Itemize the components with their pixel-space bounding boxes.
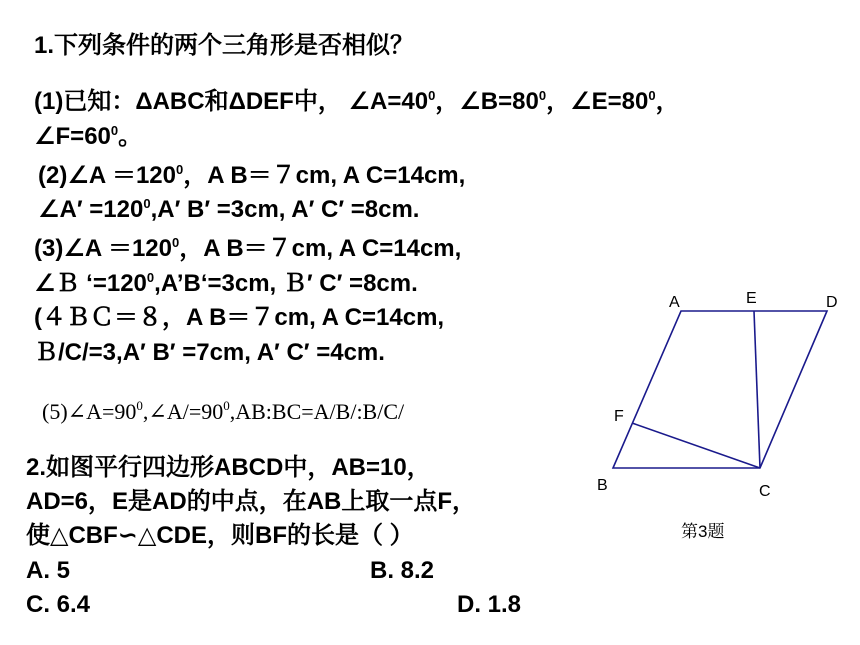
q1-title: 1.下列条件的两个三角形是否相似？ xyxy=(34,32,415,59)
segment-cf xyxy=(632,423,760,468)
q2-line-2: AD=6，E是AD的中点，在AB上取一点F， xyxy=(26,488,477,515)
q2-line-3: 使△CBF∽△CDE，则BF的长是（ ） xyxy=(26,522,414,549)
q1-condition-3-line-2: ∠Ｂ ‘$=120^0,A’B‘=3cm$, Ｂ′ C′ =8cm. xyxy=(34,270,418,297)
parallelogram-abcd xyxy=(613,311,827,468)
label-e: E xyxy=(746,290,757,307)
q1-condition-2-line-2: ∠A′ $=120^0,A'$ B′ =3cm, A′ C′ =8cm. xyxy=(38,196,420,223)
segment-ce xyxy=(754,311,760,468)
parallelogram-figure xyxy=(595,280,855,510)
q2-option-b: B. 8.2 xyxy=(370,557,435,584)
figure-caption: 第3题 xyxy=(681,522,725,541)
q2-line-1: 2.如图平行四边形ABCD中，AB=10， xyxy=(26,454,431,481)
q1-condition-1-line-1: (1)已知：ΔABC和ΔDEF中， $\angle A=40^0$，$\angle B=80^0$，$\angle E=80^0$， xyxy=(34,88,680,115)
label-d: D xyxy=(826,294,838,311)
q1-condition-1-line-2: $\angle F=60^0$。 xyxy=(34,123,143,150)
q2-option-d: D. 1.8 xyxy=(457,591,522,618)
q1-condition-2-line-1: (2)∠A $=120^0$，A B＝７cm, A C=14cm, xyxy=(38,162,466,189)
label-b: B xyxy=(597,477,608,494)
label-f: F xyxy=(614,408,624,425)
q1-condition-4-line-2: Ｂ/C/=3,A′ B′ =7cm, A′ C′ =4cm. xyxy=(34,339,385,366)
q2-option-c: C. 6.4 xyxy=(26,591,91,618)
label-c: C xyxy=(759,483,771,500)
q1-condition-3-line-1: (3)∠A $=120^0$，A B＝７cm, A C=14cm, xyxy=(34,235,462,262)
q1-condition-5: $(5)\angle A=90^0,\angle A/=90^0,AB:BC=A/B/:B/C/$ xyxy=(42,398,405,424)
q2-option-a: A. 5 xyxy=(26,557,71,584)
q1-condition-4-line-1: (４ＢＣ＝８，A B＝７cm, A C=14cm, xyxy=(34,304,445,331)
label-a: A xyxy=(669,294,680,311)
